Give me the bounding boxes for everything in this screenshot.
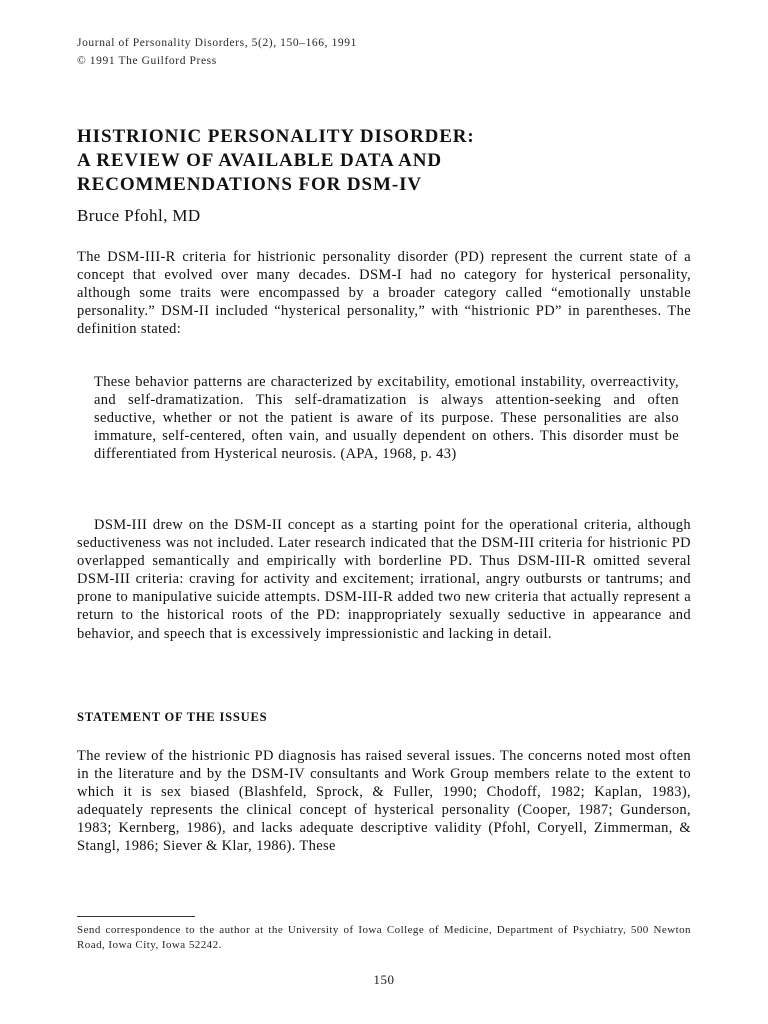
title-line-1: HISTRIONIC PERSONALITY DISORDER: <box>77 126 475 147</box>
section-heading: STATEMENT OF THE ISSUES <box>77 710 268 724</box>
journal-header <box>77 34 357 70</box>
journal-citation: Journal of Personality Disorders, 5(2), 150–166, 1991 <box>77 37 357 49</box>
body-paragraph-1: The DSM-III-R criteria for histrionic personality disorder (PD) represent the current state of a concept that evolved over many decades. DSM-I had no category for hysterical personality, although some traits were encompassed by a broader category called “emotionally unstable personality.” DSM-II included “hysterical personality,” with “histrionic PD” in parentheses. The definition stated: <box>77 249 691 338</box>
article-author: Bruce Pfohl, MD <box>77 206 201 225</box>
title-line-2: A REVIEW OF AVAILABLE DATA AND <box>77 150 443 171</box>
footnote-divider <box>77 916 195 917</box>
page-number: 150 <box>373 972 395 987</box>
article-title <box>77 125 697 197</box>
copyright-notice: © 1991 The Guilford Press <box>77 55 217 67</box>
body-paragraph-2: DSM-III drew on the DSM-II concept as a starting point for the operational criteria, although seductiveness was not included. Later research indicated that the DSM-III criteria for histrionic PD overlapped semantically and empirically with borderline PD. Thus DSM-III-R omitted several DSM-III criteria: craving for activity and excitement; irrational, angry outbursts or tantrums; and prone to manipulative suicide attempts. DSM-III-R added two new criteria that actually represent a return to the historical roots of the PD: inappropriately sexually seductive in appearance and behavior, and speech that is excessively impressionistic and lacking in detail. <box>77 517 691 642</box>
block-quote: These behavior patterns are characterized by excitability, emotional instability, overreactivity, and self-dramatization. This self-dramatization is always attention-seeking and often seductive, whether or not the patient is aware of its purpose. These personalities are also immature, self-centered, often vain, and usually dependent on others. This disorder must be differentiated from Hysterical neurosis. (APA, 1968, p. 43) <box>94 374 679 463</box>
correspondence-footnote: Send correspondence to the author at the University of Iowa College of Medicine, Department of Psychiatry, 500 Newton Road, Iowa City, Iowa 52242. <box>77 924 691 951</box>
title-line-3: RECOMMENDATIONS FOR DSM-IV <box>77 174 422 195</box>
body-paragraph-3: The review of the histrionic PD diagnosis has raised several issues. The concerns noted most often in the literature and by the DSM-IV consultants and Work Group members relate to the extent to which it is sex biased (Blashfeld, Sprock, & Fuller, 1990; Chodoff, 1982; Kaplan, 1983), adequately represents the clinical concept of hysterical personality (Cooper, 1987; Gunderson, 1983; Kernberg, 1986), and lacks adequate descriptive validity (Pfohl, Coryell, Zimmerman, & Stangl, 1986; Siever & Klar, 1986). These <box>77 748 691 855</box>
